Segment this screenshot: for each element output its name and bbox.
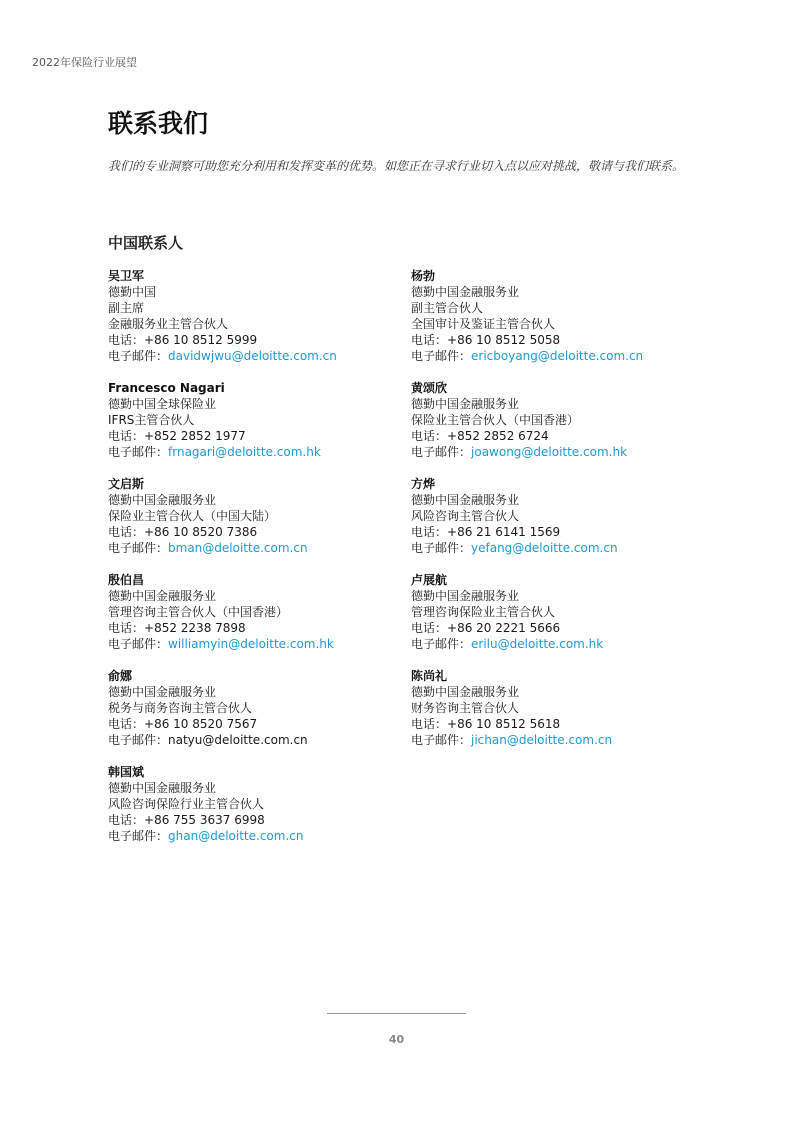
contact-role-line: 德勤中国金融服务业: [411, 397, 520, 411]
contact-phone: [411, 332, 711, 348]
email-label: 电子邮件：: [108, 733, 169, 747]
email-link[interactable]: ghan@deloitte.com.cn: [168, 829, 304, 843]
contact-role-line: 德勤中国金融服务业: [411, 589, 520, 603]
phone-label: 电话：: [411, 525, 448, 539]
contact-phone: [411, 428, 711, 444]
contact-card: [411, 380, 711, 460]
email-link[interactable]: ericboyang@deloitte.com.cn: [471, 349, 644, 363]
contact-role-line: 全国审计及鉴证主管合伙人: [411, 317, 556, 331]
phone-label: 电话：: [411, 717, 448, 731]
phone-number: +86 10 8520 7386: [144, 525, 258, 539]
contact-role-line: 保险业主管合伙人（中国大陆）: [108, 509, 277, 523]
email-label: 电子邮件：: [411, 733, 472, 747]
page-title: 联系我们: [108, 109, 209, 138]
phone-label: 电话：: [108, 429, 145, 443]
email-label: 电子邮件：: [108, 445, 169, 459]
contact-card: [411, 668, 711, 748]
contact-card: [108, 764, 408, 844]
email-label: 电子邮件：: [411, 445, 472, 459]
contact-role-line: 管理咨询主管合伙人（中国香港）: [108, 605, 289, 619]
contact-email: [411, 444, 711, 460]
contacts-column-left: [108, 268, 408, 860]
contact-role-line: 德勤中国金融服务业: [411, 285, 520, 299]
contact-email: [411, 540, 711, 556]
phone-number: +852 2238 7898: [144, 621, 246, 635]
section-heading: 中国联系人: [108, 234, 184, 252]
contact-phone: [108, 524, 408, 540]
contact-name: 卢展航: [411, 573, 448, 587]
contact-role-line: 金融服务业主管合伙人: [108, 317, 229, 331]
email-link[interactable]: williamyin@deloitte.com.hk: [168, 637, 334, 651]
contact-role-line: 副主管合伙人: [411, 301, 484, 315]
page-number: 40: [388, 1033, 405, 1046]
contact-card: [108, 476, 408, 556]
contact-card: [108, 268, 408, 364]
email-label: 电子邮件：: [108, 349, 169, 363]
contact-email: [411, 636, 711, 652]
email-link[interactable]: jichan@deloitte.com.cn: [471, 733, 613, 747]
contact-name: 方烨: [411, 477, 436, 491]
intro-paragraph: 我们的专业洞察可助您充分利用和发挥变革的优势。如您正在寻求行业切入点以应对挑战，敬请与我们联系。: [108, 159, 685, 173]
contact-email: [108, 636, 408, 652]
email-link[interactable]: bman@deloitte.com.cn: [168, 541, 308, 555]
contact-name: 俞娜: [108, 669, 133, 683]
contact-name: 陈尚礼: [411, 669, 448, 683]
contacts-column-right: [411, 268, 711, 764]
contact-role-line: 德勤中国金融服务业: [108, 493, 217, 507]
contact-phone: [411, 716, 711, 732]
contact-email: [108, 828, 408, 844]
phone-number: +86 755 3637 6998: [144, 813, 265, 827]
contact-name: 韩国斌: [108, 765, 145, 779]
phone-label: 电话：: [411, 333, 448, 347]
contact-email: [411, 348, 711, 364]
contact-role-line: 税务与商务咨询主管合伙人: [108, 701, 253, 715]
phone-number: +86 10 8512 5999: [144, 333, 258, 347]
contact-name: 吴卫军: [108, 269, 145, 283]
email-label: 电子邮件：: [108, 637, 169, 651]
contact-email: [411, 732, 711, 748]
contact-role-line: 管理咨询保险业主管合伙人: [411, 605, 556, 619]
contact-name: Francesco Nagari: [108, 381, 225, 395]
contact-card: [108, 380, 408, 460]
running-header: 2022年保险行业展望: [32, 56, 137, 69]
contact-phone: [108, 332, 408, 348]
email-link[interactable]: yefang@deloitte.com.cn: [471, 541, 618, 555]
contact-role-line: 德勤中国金融服务业: [108, 589, 217, 603]
contact-name: 杨勃: [411, 269, 436, 283]
contact-role-line: IFRS主管合伙人: [108, 413, 195, 427]
contact-role-line: 德勤中国金融服务业: [411, 493, 520, 507]
contact-phone: [411, 524, 711, 540]
contact-email: [108, 540, 408, 556]
contact-role-line: 风险咨询保险行业主管合伙人: [108, 797, 265, 811]
contact-email: [108, 444, 408, 460]
contact-card: [108, 668, 408, 748]
phone-number: +86 10 8512 5058: [447, 333, 561, 347]
contact-role-line: 德勤中国全球保险业: [108, 397, 217, 411]
phone-label: 电话：: [108, 525, 145, 539]
contact-phone: [108, 428, 408, 444]
email-link[interactable]: joawong@deloitte.com.hk: [471, 445, 628, 459]
contact-name: 文启斯: [108, 477, 145, 491]
contact-phone: [108, 812, 408, 828]
phone-label: 电话：: [108, 717, 145, 731]
contact-phone: [411, 620, 711, 636]
phone-number: +86 21 6141 1569: [447, 525, 561, 539]
contact-card: [411, 268, 711, 364]
contact-role-line: 德勤中国金融服务业: [108, 685, 217, 699]
email-link[interactable]: frnagari@deloitte.com.hk: [168, 445, 321, 459]
contact-name: 殷伯昌: [108, 573, 145, 587]
contact-phone: [108, 620, 408, 636]
phone-number: +86 20 2221 5666: [447, 621, 561, 635]
phone-number: +86 10 8520 7567: [144, 717, 258, 731]
contact-email: [108, 732, 408, 748]
email-label: 电子邮件：: [411, 349, 472, 363]
contact-email: [108, 348, 408, 364]
email-label: 电子邮件：: [411, 637, 472, 651]
phone-number: +852 2852 1977: [144, 429, 246, 443]
phone-number: +852 2852 6724: [447, 429, 549, 443]
email-label: 电子邮件：: [411, 541, 472, 555]
phone-label: 电话：: [108, 813, 145, 827]
phone-label: 电话：: [108, 621, 145, 635]
email-link[interactable]: davidwjwu@deloitte.com.cn: [168, 349, 337, 363]
email-link[interactable]: erilu@deloitte.com.hk: [471, 637, 604, 651]
phone-label: 电话：: [411, 621, 448, 635]
email-label: 电子邮件：: [108, 829, 169, 843]
contact-card: [108, 572, 408, 652]
footer-divider: [327, 1013, 466, 1014]
email-address: natyu@deloitte.com.cn: [168, 733, 308, 747]
contact-role-line: 财务咨询主管合伙人: [411, 701, 520, 715]
contact-role-line: 德勤中国: [108, 285, 157, 299]
email-label: 电子邮件：: [108, 541, 169, 555]
contact-card: [411, 572, 711, 652]
contact-role-line: 风险咨询主管合伙人: [411, 509, 520, 523]
contact-role-line: 德勤中国金融服务业: [411, 685, 520, 699]
phone-label: 电话：: [108, 333, 145, 347]
contact-card: [411, 476, 711, 556]
contact-role-line: 副主席: [108, 301, 145, 315]
contact-phone: [108, 716, 408, 732]
phone-label: 电话：: [411, 429, 448, 443]
contact-role-line: 保险业主管合伙人（中国香港）: [411, 413, 580, 427]
phone-number: +86 10 8512 5618: [447, 717, 561, 731]
contact-role-line: 德勤中国金融服务业: [108, 781, 217, 795]
contact-name: 黄颂欣: [411, 381, 448, 395]
